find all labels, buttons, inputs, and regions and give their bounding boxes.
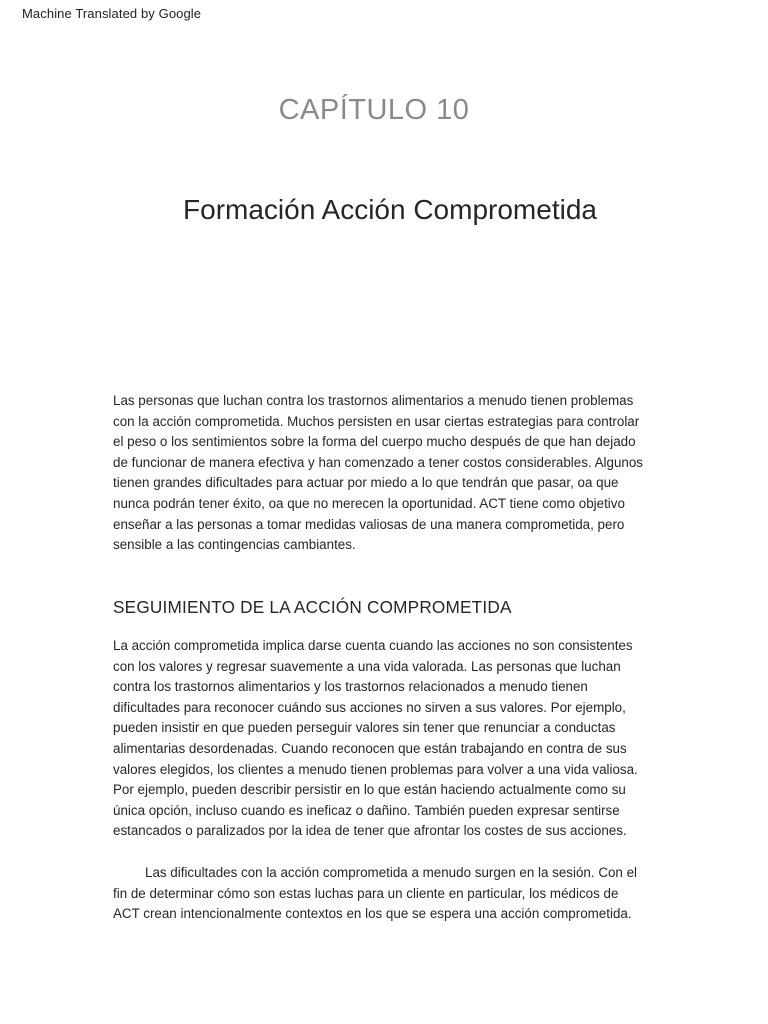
text-line: fin de determinar cómo son estas luchas para un cliente en particular, los médicos de xyxy=(113,885,619,901)
text-line: Las personas que luchan contra los trastornos alimentarios a menudo tienen problemas xyxy=(113,393,634,408)
text-line: tienen grandes dificultades para actuar por miedo a lo que tendrán que pasar, oa que xyxy=(113,475,619,491)
text-line: enseñar a las personas a tomar medidas valiosas de una manera comprometida, pero xyxy=(113,516,625,532)
text-line: estancados o paralizados por la idea de tener que afrontar los costes de sus acciones. xyxy=(113,823,627,839)
text-line: de funcionar de manera efectiva y han comenzado a tener costos considerables. Algunos xyxy=(113,454,644,470)
machine-translation-banner: Machine Translated by Google xyxy=(22,6,202,21)
section-heading: SEGUIMIENTO DE LA ACCIÓN COMPROMETIDA xyxy=(113,597,512,617)
text-line: el peso o los sentimientos sobre la forma del cuerpo mucho después de que han dejado xyxy=(113,434,636,450)
text-line: con la acción comprometida. Muchos persisten en usar ciertas estrategias para controlar xyxy=(113,413,640,429)
text-line: dificultades para reconocer cuándo sus acciones no sirven a sus valores. Por ejemplo, xyxy=(113,699,626,715)
text-line: con los valores y regresar suavemente a una vida valorada. Las personas que luchan xyxy=(113,658,621,674)
section-paragraph-2 xyxy=(113,863,673,925)
text-line: La acción comprometida implica darse cuenta cuando las acciones no son consistentes xyxy=(113,638,633,653)
text-line: sensible a las contingencias cambiantes. xyxy=(113,537,356,553)
chapter-number: CAPÍTULO 10 xyxy=(278,94,470,126)
text-line: valores elegidos, los clientes a menudo tienen problemas para volver a una vida valiosa. xyxy=(113,761,638,777)
text-line: ACT crean intencionalmente contextos en los que se espera una acción comprometida. xyxy=(113,906,632,922)
section-paragraph-1 xyxy=(113,636,673,842)
intro-paragraph xyxy=(113,391,673,556)
text-line: Por ejemplo, pueden describir persistir en lo que están haciendo actualmente como su xyxy=(113,782,626,798)
text-line: nunca podrán tener éxito, oa que no merecen la oportunidad. ACT tiene como objetivo xyxy=(113,495,625,511)
text-line: única opción, incluso cuando es ineficaz o dañino. También pueden expresar sentirse xyxy=(113,802,620,818)
text-line: contra los trastornos alimentarios y los trastornos relacionados a menudo tienen xyxy=(113,679,588,695)
chapter-title: Formación Acción Comprometida xyxy=(183,194,597,225)
text-line: pueden insistir en que pueden perseguir valores sin tener que renunciar a conductas xyxy=(113,720,616,736)
text-line: alimentarias desordenadas. Cuando reconocen que están trabajando en contra de sus xyxy=(113,740,627,756)
text-line: Las dificultades con la acción comprometida a menudo surgen en la sesión. Con el xyxy=(145,865,638,880)
